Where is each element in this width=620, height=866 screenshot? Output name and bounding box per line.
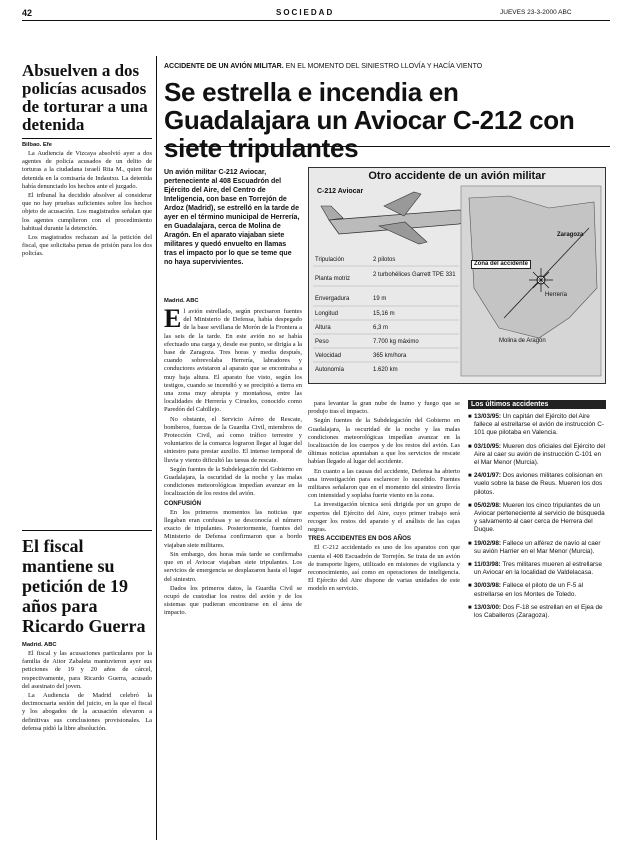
issue-date: JUEVES 23-3-2000 ABC (500, 9, 572, 16)
spec-label: Planta motriz (315, 276, 351, 282)
map-label-molina: Molina de Aragón (499, 338, 546, 344)
spec-value: 6,3 m (373, 325, 389, 331)
spec-label: Peso (315, 339, 329, 345)
paragraph: Según fuentes de la Subdelegación del Gobierno en Guadalajara, la oscuridad de la noche y las malas condiciones meteorológicas impedían avanzar en la localización de los restos del avión. (164, 465, 302, 498)
infographic (308, 167, 606, 384)
history-item: ■ 13/03/00: Dos F-18 se estrellan en el Ejea de los Caballeros (Zaragoza). (468, 604, 606, 620)
map-label-herreria: Herrería (545, 292, 568, 298)
history-sidebar (468, 400, 606, 840)
section-name: SOCIEDAD (276, 8, 335, 17)
paragraph: l avión estrellado, según precisaron fuentes del Ministerio de Defensa, había despegado de la base sevillana de Morón de la Frontera a las seis de la tarde. En este avión no se había efectuado una carga y, desde ese punto, se dirigía a la base de Zaragoza. Tres horas y media después, cuando sobrevolaba Herrería, labradores y conductores avistaron al aparato que se encontraba a muy baja altura. El aparato fue visto, según los testigos, cuando se incendió y se precipitó a tierra en una zona muy abrupta y montañosa, entre las localidades de Herrería y Ciruelos, conocido como Paredón del Cabillejo. (164, 308, 302, 414)
spec-value: 7.700 kg máximo (373, 339, 419, 345)
history-item: ■ 13/03/95: Un capitán del Ejército del Aire fallece al estrellarse el avión de instrucción C-101 que pilotaba en Valencia. (468, 413, 606, 438)
paragraph: No obstante, el Servicio Aéreo de Rescate, bomberos, fuerzas de la Guardia Civil, miembros de Protección Civil, así como tráfico terrestre y voluntarios de la comarca lograron llegar al lugar del siniestro para prestar auxilio. El intenso temporal de lluvia y viento dificultó las tareas de rescate. (164, 415, 302, 464)
paragraph: Los magistrados rechazan así la petición del fiscal, que solicitaba penas de prisión para los dos policías. (22, 234, 152, 258)
left-article-2-byline: Madrid. ABC (22, 642, 57, 648)
main-column-1 (164, 308, 302, 840)
history-item: ■ 05/02/98: Mueren los cinco tripulantes de un Aviocar perteneciente al servicio de búsqueda y salvamento al caer cerca de Herrera del Duque. (468, 502, 606, 535)
left-article-1-byline: Bilbao. Efe (22, 142, 52, 148)
history-item: ■ 19/02/98: Fallece un alférez de navío al caer su avión Harrier en el Mar Menor (Murcia). (468, 540, 606, 556)
paragraph: En los primeros momentos las noticias que llegaban eran confusas y se desconocía el número exacto de tripulantes. Posteriormente, fuentes del Ministerio de Defensa confirmaron que a bordo viajaban siete militares. (164, 508, 302, 549)
main-lead: Un avión militar C-212 Aviocar, perteneciente al 408 Escuadrón del Ejército del Aire, del Centro de Inteligencia, con base en Torrejón de Ardoz (Madrid), se estrelló en la tarde de ayer en el término municipal de Herrería, en Guadalajara, cerca de Molina de Aragón. En el aparato viajaban siete militares y quedó envuelto en llamas tras el impacto por lo que se teme que no haya supervivientes. (164, 169, 300, 266)
paragraph: En cuanto a las causas del accidente, Defensa ha abierto una investigación para esclarecer lo sucedido. Fuentes militares señalaron que en el momento del siniestro llovía con intensidad y soplaba fuerte viento en la zona. (308, 467, 460, 500)
kicker-rest: EN EL MOMENTO DEL SINIESTRO LLOVÍA Y HACÍA VIENTO (285, 63, 483, 70)
aircraft-illustration (321, 192, 484, 244)
paragraph: El fiscal y las acusaciones particulares por la familia de Aitor Zabaleta mantuvieron ayer sus peticiones de 19 y 20 años de cárcel, respectivamente, para Ricardo Guerra, acusado del asesinato del joven. (22, 650, 152, 690)
paragraph: Según fuentes de la Subdelegación del Gobierno en Guadalajara, la oscuridad de la noche y las malas condiciones meteorológicas impedían avanzar en la localización de los cuerpos y de los restos del avión. Las últimas noticias apuntaban a que los servicios de rescate habían llegado al lugar del accidente. (308, 417, 460, 466)
paragraph: para levantar la gran nube de humo y fuego que se produjo tras el impacto. (308, 400, 460, 416)
paragraph: El C-212 accidentado es uno de los aparatos con que cuenta el 408 Escuadrón de Torrejón. Se trata de un avión de transporte ligero, utilizado en misiones de vigilancia y reconocimiento, así como en operaciones de inteligencia. El Ejército del Aire dispone de varias unidades de este modelo en servicio. (308, 544, 460, 593)
headline-rule (164, 146, 610, 147)
spec-value: 2 turbohélices Garrett TPE 331 (373, 272, 456, 278)
spec-label: Longitud (315, 311, 339, 317)
drop-cap: E (164, 308, 182, 333)
main-headline: Se estrella e incendia en Guadalajara un Aviocar C-212 con siete tripulantes (164, 77, 575, 163)
page-header (0, 6, 620, 20)
subhead-confusion: CONFUSIÓN (164, 499, 202, 507)
spec-value: 365 km/hora (373, 353, 407, 359)
spec-label: Altura (315, 325, 331, 331)
left-article-2-headline: El fiscal mantiene su petición de 19 años para Ricardo Guerra (22, 536, 146, 636)
paragraph: La investigación técnica será dirigida por un grupo de expertos del Ejército del Aire, cuyo primer trabajo será recoger los restos del aparato y el análisis de las cajas negras. (308, 501, 460, 534)
history-item: ■ 03/10/95: Mueren dos oficiales del Ejército del Aire al caer su avión de instrucción C-101 en el Mar Menor (Murcia). (468, 443, 606, 468)
spec-label: Envergadura (315, 296, 350, 302)
paragraph: Sin embargo, dos horas más tarde se confirmaba que en el Aviocar viajaban siete tripulantes. Los servicios de emergencia se desplazaron hasta el lugar del siniestro. (164, 550, 302, 583)
main-kicker (164, 63, 604, 70)
main-column-2 (308, 400, 460, 840)
history-title: Los últimos accidentes (468, 400, 606, 409)
paragraph: El tribunal ha decidido absolver al considerar que no hay pruebas suficientes sobre los hechos objeto de acusación. Los magistrados señalan que los agentes cumplieron con el procedimiento habitual durante la detención. (22, 192, 152, 232)
left-article-1 (22, 62, 152, 428)
spec-label: Velocidad (315, 353, 342, 359)
left-separator (22, 530, 152, 531)
left-article-1-rule (22, 138, 152, 139)
spec-label: Autonomía (315, 367, 345, 373)
aircraft-label: C-212 Aviocar (317, 188, 364, 195)
history-item: ■ 11/03/98: Tres militares mueren al estrellarse un Aviocar en la localidad de Valdelacasa. (468, 561, 606, 577)
left-article-2 (22, 536, 152, 866)
column-divider (156, 56, 157, 840)
spec-value: 19 m (373, 296, 387, 302)
spec-label: Tripulación (315, 257, 345, 263)
spec-value: 2 pilotos (373, 257, 396, 263)
page-number: 42 (22, 8, 33, 18)
map-label-crash-zone: Zona del accidente (471, 260, 531, 269)
left-article-2-body (22, 650, 152, 866)
main-byline: Madrid. ABC (164, 298, 199, 304)
map-label-zaragoza: Zaragoza (557, 232, 584, 238)
infographic-title: Otro accidente de un avión militar (368, 170, 546, 182)
left-article-1-headline: Absuelven a dos policías acusados de torturar a una detenida (22, 61, 148, 134)
paragraph: La Audiencia de Madrid celebró la decimocuarta sesión del juicio, en la que el fiscal y los abogados de la acusación elevaron a definitivas sus conclusiones provisionales. La defensa pidió la libre absolución. (22, 692, 152, 732)
kicker-bold: ACCIDENTE DE UN AVIÓN MILITAR. (164, 63, 284, 70)
left-article-1-body (22, 150, 152, 428)
history-item: ■ 24/01/97: Dos aviones militares colisionan en vuelo sobre la base de Reus. Mueren los dos pilotos. (468, 472, 606, 497)
spec-value: 1.620 km (373, 367, 398, 373)
history-item: ■ 30/03/98: Fallece el piloto de un F-5 al estrellarse en los Montes de Toledo. (468, 582, 606, 598)
paragraph: La Audiencia de Vizcaya absolvió ayer a dos agentes de policía acusados de un delito de torturas a la ciudadana israelí Rita M., quien fue detenida en la comisaría de Indautxu. La detenida había denunciado los hechos ante el juzgado. (22, 150, 152, 190)
header-rule (22, 20, 610, 21)
spec-value: 15,16 m (373, 311, 395, 317)
paragraph: Dados los primeros datos, la Guardia Civil se ocupó de custodiar los restos del avión y de los sistemas que pudieran encontrarse en el área de impacto. (164, 584, 302, 617)
subhead-tres-accidentes: TRES ACCIDENTES EN DOS AÑOS (308, 535, 412, 543)
